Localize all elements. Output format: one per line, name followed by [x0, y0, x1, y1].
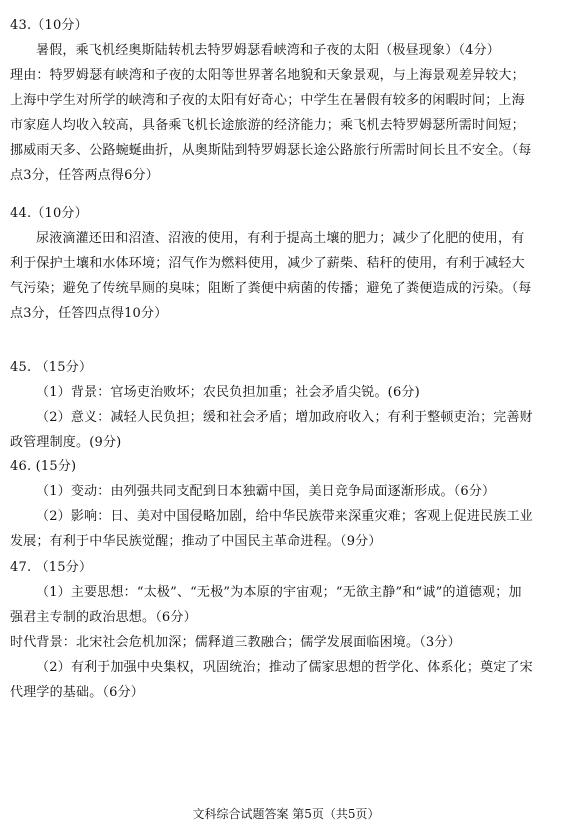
q46-line-2: （2）影响：日、美对中国侵略加剧，给中华民族带来深重灾难；客观上促进民族工业	[36, 509, 533, 524]
q43-line-2: 理由：特罗姆瑟有峡湾和子夜的太阳等世界著名地貌和天象景观，与上海景观差异较大；	[10, 68, 525, 83]
q43-line-6: 点3分，任答两点得6分）	[10, 168, 159, 183]
q43-line-3: 上海中学生对所学的峡湾和子夜的太阳有好奇心；中学生在暑假有较多的闲暇时间；上海	[10, 93, 525, 108]
q47-line-2: 强君主专制的政治思想。（6分）	[10, 610, 197, 625]
q44-line-4: 点3分，任答四点得10分）	[10, 306, 168, 321]
q44-line-1: 尿液滴灌还田和沼渣、沼液的使用，有利于提高土壤的肥力；减少了化肥的使用，有	[36, 231, 525, 246]
q45-line-2: （2）意义：减轻人民负担；缓和社会矛盾；增加政府收入；有利于整顿吏治；完善财	[36, 410, 533, 425]
q43-line-5: 挪威雨天多、公路蜿蜒曲折，从奥斯陆到特罗姆瑟长途公路旅行所需时间长且不安全。（每	[10, 143, 532, 158]
q45-line-1: （1）背景：官场吏治败坏；农民负担加重；社会矛盾尖锐。(6分)	[36, 385, 420, 400]
page-footer: 文科综合试题答案 第5页（共5页）	[192, 807, 380, 821]
q46-header: 46. (15分)	[10, 459, 77, 474]
q47-line-4: （2）有利于加强中央集权，巩固统治；推动了儒家思想的哲学化、体系化；奠定了宋	[36, 660, 533, 675]
q43-line-4: 市家庭人均收入较高，具备乘飞机长途旅游的经济能力；乘飞机去特罗姆瑟所需时间短；	[10, 118, 525, 133]
q44-line-2: 利于保护土壤和水体环境；沼气作为燃料使用，减少了薪柴、秸秆的使用，有利于减轻大	[10, 256, 525, 271]
q44-line-3: 气污染；避免了传统旱厕的臭味；阻断了粪便中病菌的传播；避免了粪便造成的污染。（每	[10, 281, 532, 296]
q47-header: 47. （15分）	[10, 560, 93, 575]
q46-line-1: （1）变动：由列强共同支配到日本独霸中国，美日竞争局面逐渐形成。（6分）	[36, 484, 496, 499]
q43-header: 43.（10分）	[10, 18, 88, 33]
q45-line-3: 政管理制度。(9分)	[10, 435, 122, 450]
q47-line-1: （1）主要思想：“太极”、“无极”为本原的宇宙观；“无欲主静”和“诚”的道德观；加	[36, 585, 522, 600]
q43-line-1: 暑假，乘飞机经奥斯陆转机去特罗姆瑟看峡湾和子夜的太阳（极昼现象）（4分）	[36, 43, 500, 58]
q47-line-5: 代理学的基础。（6分）	[10, 685, 144, 700]
q44-header: 44.（10分）	[10, 206, 88, 221]
q45-header: 45. （15分）	[10, 360, 93, 375]
q46-line-3: 发展；有利于中华民族觉醒；推动了中国民主革命进程。（9分）	[10, 534, 382, 549]
q47-line-3: 时代背景：北宋社会危机加深；儒释道三教融合；儒学发展面临困境。（3分）	[10, 635, 461, 650]
